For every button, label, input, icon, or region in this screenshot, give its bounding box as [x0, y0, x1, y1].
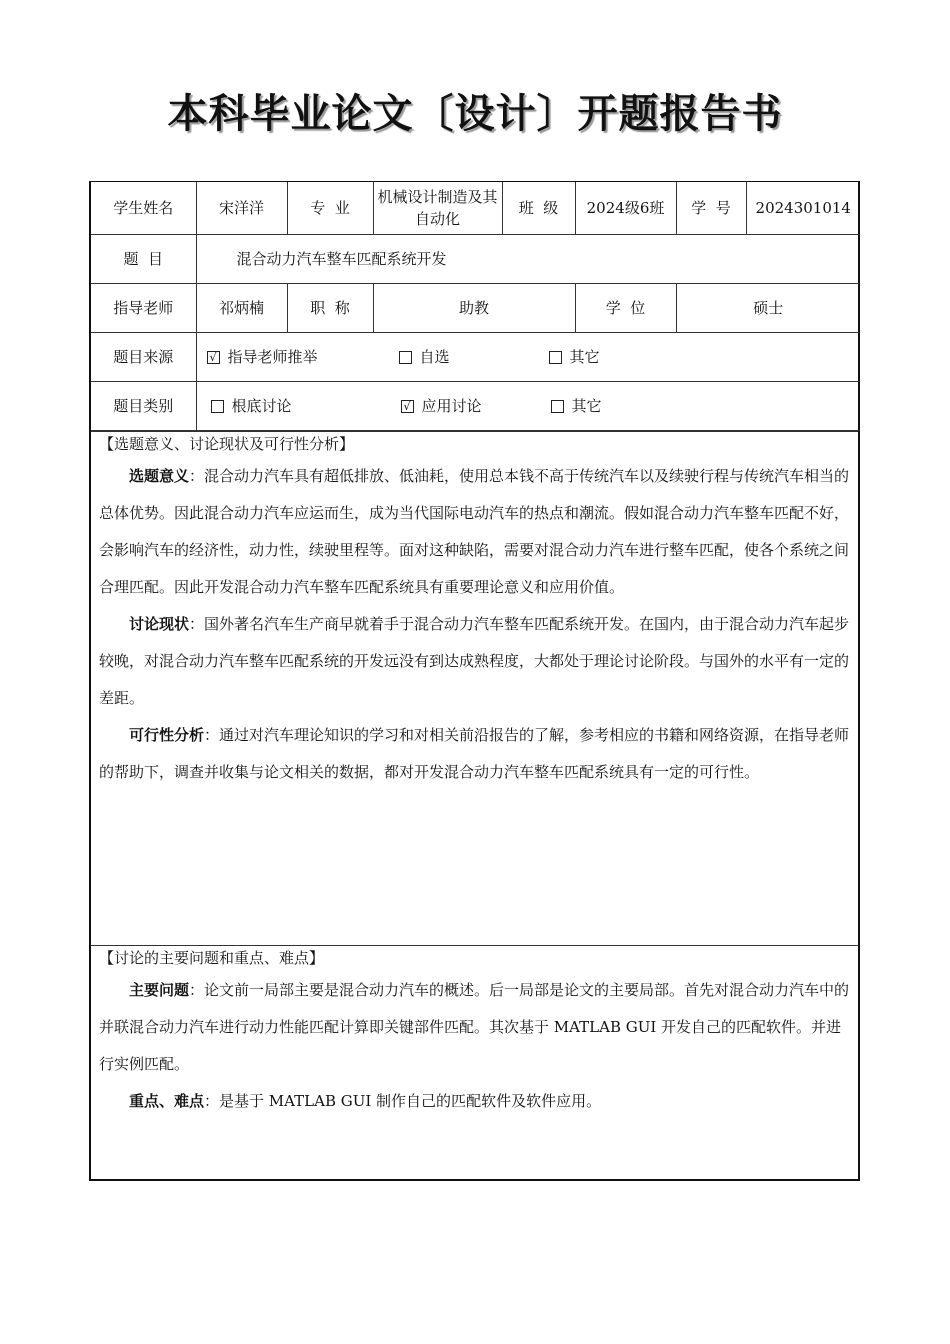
- topic-category-options: [196, 381, 860, 430]
- key-issues-section: [91, 945, 858, 1179]
- category-option-label: 应用讨论: [421, 396, 482, 415]
- checkbox-icon[interactable]: [399, 351, 412, 364]
- document-title: 本科毕业论文〔设计〕开题报告书: [167, 91, 783, 137]
- paragraph-label: 重点、难点: [129, 1091, 205, 1110]
- checkbox-icon[interactable]: [211, 400, 224, 413]
- category-option-label: 根底讨论: [231, 396, 292, 415]
- category-option-basic[interactable]: [211, 395, 401, 417]
- source-option-label: 其它: [569, 347, 600, 366]
- name-label: 学生姓名: [91, 182, 196, 234]
- paragraph-text: ：是基于 MATLAB GUI 制作自己的匹配软件及软件应用。: [204, 1091, 602, 1110]
- advisor-label: 指导老师: [91, 283, 196, 332]
- category-option-label: 其它: [571, 396, 602, 415]
- feasibility-paragraph: [99, 717, 850, 791]
- category-option-other[interactable]: [551, 395, 602, 417]
- section-heading: 【选题意义、讨论现状及可行性分析】: [99, 434, 355, 453]
- degree-label: 学 位: [575, 283, 676, 332]
- significance-section: [91, 431, 858, 945]
- student-id-value: 2024301014: [746, 182, 860, 234]
- topic-category-row: [91, 381, 860, 430]
- paragraph-text: ：论文前一局部主要是混合动力汽车的概述。后一局部是论文的主要局部。首先对混合动力汽车中的并联混合动力汽车进行动力性能匹配计算即关键部件匹配。其次基于 MATLAB GUI 开发自己的匹配软件。并进行实例匹配。: [99, 980, 850, 1073]
- info-table: [91, 182, 860, 431]
- source-option-other[interactable]: [549, 346, 600, 368]
- main-issues-paragraph: [99, 972, 850, 1083]
- paragraph-label: 讨论现状: [129, 614, 190, 633]
- source-option-self[interactable]: [399, 346, 549, 368]
- paragraph-text: ：通过对汽车理论知识的学习和对相关前沿报告的了解，参考相应的书籍和网络资源，在指导老师的帮助下，调查并收集与论文相关的数据，都对开发混合动力汽车整车匹配系统具有一定的可行性。: [99, 725, 850, 781]
- section-heading: 【讨论的主要问题和重点、难点】: [99, 948, 325, 967]
- topic-category-label: 题目类别: [91, 381, 196, 430]
- difficulties-paragraph: [99, 1083, 850, 1120]
- advisor-value: 祁炳楠: [196, 283, 287, 332]
- paragraph-text: ：混合动力汽车具有超低排放、低油耗，使用总本钱不高于传统汽车以及续驶行程与传统汽车相当的总体优势。因此混合动力汽车应运而生，成为当代国际电动汽车的热点和潮流。假如混合动力汽车整车匹配不好，会影响汽车的经济性，动力性，续驶里程等。面对这种缺陷，需要对混合动力汽车进行整车匹配，使各个系统之间合理匹配。因此开发混合动力汽车整车匹配系统具有重要理论意义和应用价值。: [99, 466, 850, 596]
- topic-source-row: [91, 332, 860, 381]
- paragraph-label: 主要问题: [129, 980, 190, 999]
- advisor-row: [91, 283, 860, 332]
- source-option-label: 自选: [419, 347, 450, 366]
- paragraph-label: 选题意义: [129, 466, 190, 485]
- position-label: 职 称: [287, 283, 373, 332]
- student-row: [91, 182, 860, 234]
- category-option-applied[interactable]: [401, 395, 551, 417]
- topic-value: 混合动力汽车整车匹配系统开发: [196, 234, 860, 283]
- significance-paragraph: [99, 458, 850, 606]
- name-value: 宋洋洋: [196, 182, 287, 234]
- topic-label: 题 目: [91, 234, 196, 283]
- topic-source-label: 题目来源: [91, 332, 196, 381]
- topic-row: [91, 234, 860, 283]
- source-option-label: 指导老师推举: [227, 347, 318, 366]
- checkbox-icon[interactable]: [549, 351, 562, 364]
- paragraph-text: ：国外著名汽车生产商早就着手于混合动力汽车整车匹配系统开发。在国内，由于混合动力汽车起步较晚，对混合动力汽车整车匹配系统的开发远没有到达成熟程度，大都处于理论讨论阶段。与国外的水平有一定的差距。: [99, 614, 850, 707]
- position-value: 助教: [373, 283, 575, 332]
- degree-value: 硕士: [676, 283, 860, 332]
- major-label: 专 业: [287, 182, 373, 234]
- source-option-advisor[interactable]: [207, 346, 399, 368]
- major-value: 机械设计制造及其自动化: [373, 182, 502, 234]
- class-label: 班 级: [502, 182, 575, 234]
- class-value: 2024级6班: [575, 182, 676, 234]
- checkbox-checked-icon[interactable]: √: [401, 400, 414, 413]
- paragraph-label: 可行性分析: [129, 725, 205, 744]
- status-paragraph: [99, 606, 850, 717]
- proposal-form: [89, 181, 860, 1181]
- checkbox-checked-icon[interactable]: √: [207, 351, 220, 364]
- student-id-label: 学 号: [676, 182, 746, 234]
- topic-source-options: [196, 332, 860, 381]
- checkbox-icon[interactable]: [551, 400, 564, 413]
